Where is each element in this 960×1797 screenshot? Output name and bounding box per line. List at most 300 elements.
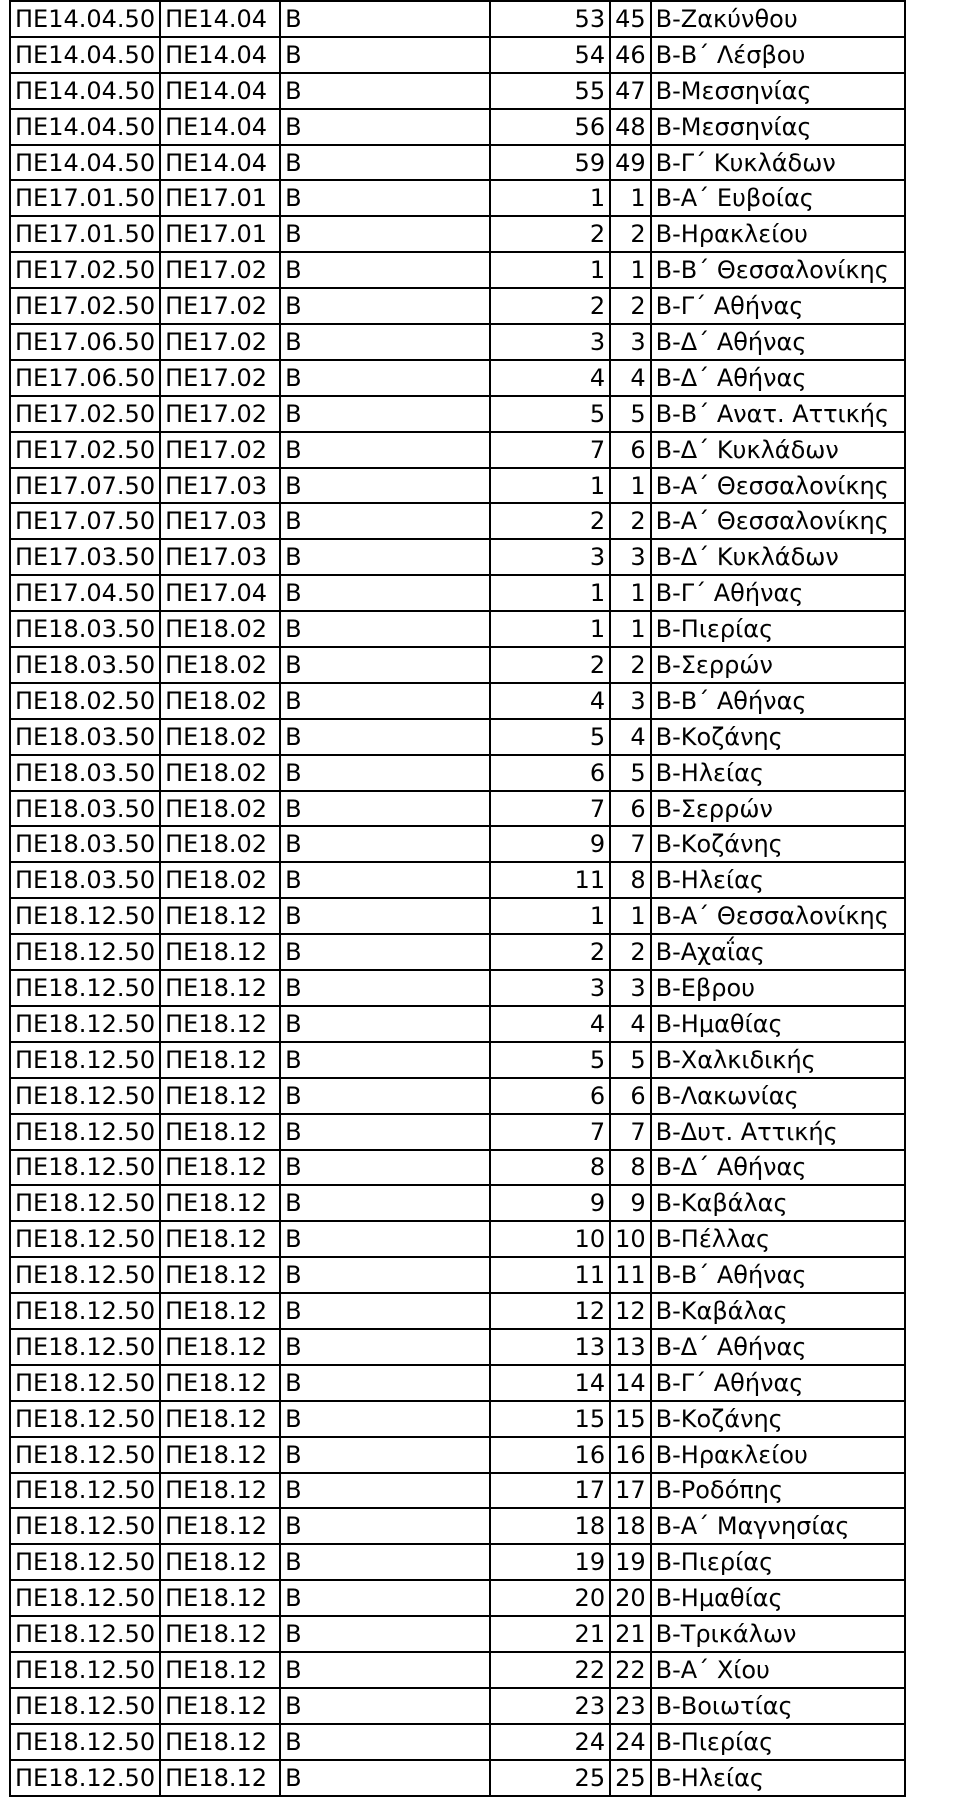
rank-cell: 59 <box>490 145 610 181</box>
school-cell: Β-Ηρακλείου <box>651 216 905 252</box>
specialty-code-cell: ΠΕ18.12.50 <box>10 1437 160 1473</box>
category-cell: Β <box>280 719 490 755</box>
position-cell: 1 <box>610 252 651 288</box>
group-code-cell: ΠΕ17.01 <box>160 216 280 252</box>
group-code-cell: ΠΕ17.03 <box>160 539 280 575</box>
specialty-code-cell: ΠΕ18.12.50 <box>10 1221 160 1257</box>
category-cell: Β <box>280 1185 490 1221</box>
group-code-cell: ΠΕ18.12 <box>160 1401 280 1437</box>
rank-cell: 2 <box>490 934 610 970</box>
position-cell: 5 <box>610 396 651 432</box>
group-code-cell: ΠΕ18.12 <box>160 1006 280 1042</box>
school-cell: Β-Ζακύνθου <box>651 1 905 37</box>
specialty-code-cell: ΠΕ18.12.50 <box>10 1688 160 1724</box>
rank-cell: 9 <box>490 826 610 862</box>
table-row <box>10 1150 905 1186</box>
category-cell: Β <box>280 360 490 396</box>
table-row <box>10 1616 905 1652</box>
category-cell: Β <box>280 970 490 1006</box>
specialty-code-cell: ΠΕ18.12.50 <box>10 1616 160 1652</box>
table-row <box>10 1006 905 1042</box>
category-cell: Β <box>280 109 490 145</box>
specialty-code-cell: ΠΕ18.12.50 <box>10 898 160 934</box>
table-row <box>10 1652 905 1688</box>
table-row <box>10 1042 905 1078</box>
category-cell: Β <box>280 252 490 288</box>
specialty-code-cell: ΠΕ17.06.50 <box>10 360 160 396</box>
group-code-cell: ΠΕ18.12 <box>160 1293 280 1329</box>
specialty-code-cell: ΠΕ14.04.50 <box>10 145 160 181</box>
specialty-code-cell: ΠΕ18.12.50 <box>10 934 160 970</box>
rank-cell: 21 <box>490 1616 610 1652</box>
group-code-cell: ΠΕ18.12 <box>160 1042 280 1078</box>
school-cell: Β-Πιερίας <box>651 1724 905 1760</box>
table-body <box>10 1 905 1796</box>
table-row <box>10 970 905 1006</box>
category-cell: Β <box>280 1401 490 1437</box>
group-code-cell: ΠΕ18.12 <box>160 1185 280 1221</box>
group-code-cell: ΠΕ18.12 <box>160 934 280 970</box>
school-cell: Β-Α΄ Μαγνησίας <box>651 1508 905 1544</box>
position-cell: 5 <box>610 755 651 791</box>
specialty-code-cell: ΠΕ17.04.50 <box>10 575 160 611</box>
school-cell: Β-Εβρου <box>651 970 905 1006</box>
group-code-cell: ΠΕ14.04 <box>160 73 280 109</box>
school-cell: Β-Κοζάνης <box>651 826 905 862</box>
category-cell: Β <box>280 1042 490 1078</box>
school-cell: Β-Γ΄ Αθήνας <box>651 1365 905 1401</box>
school-cell: Β-Δ΄ Αθήνας <box>651 360 905 396</box>
category-cell: Β <box>280 1365 490 1401</box>
specialty-code-cell: ΠΕ18.12.50 <box>10 1365 160 1401</box>
rank-cell: 9 <box>490 1185 610 1221</box>
specialty-code-cell: ΠΕ18.12.50 <box>10 1724 160 1760</box>
group-code-cell: ΠΕ18.12 <box>160 1221 280 1257</box>
category-cell: Β <box>280 1257 490 1293</box>
rank-cell: 5 <box>490 396 610 432</box>
group-code-cell: ΠΕ18.02 <box>160 611 280 647</box>
group-code-cell: ΠΕ18.12 <box>160 1150 280 1186</box>
group-code-cell: ΠΕ18.12 <box>160 1760 280 1796</box>
table-row <box>10 1580 905 1616</box>
position-cell: 6 <box>610 432 651 468</box>
specialty-code-cell: ΠΕ18.12.50 <box>10 1544 160 1580</box>
position-cell: 4 <box>610 360 651 396</box>
school-cell: Β-Αχαΐας <box>651 934 905 970</box>
school-cell: Β-Α΄ Χίου <box>651 1652 905 1688</box>
table-row <box>10 1473 905 1509</box>
group-code-cell: ΠΕ14.04 <box>160 37 280 73</box>
table-row <box>10 575 905 611</box>
position-cell: 14 <box>610 1365 651 1401</box>
position-cell: 2 <box>610 288 651 324</box>
position-cell: 2 <box>610 216 651 252</box>
rank-cell: 11 <box>490 1257 610 1293</box>
specialty-code-cell: ΠΕ17.01.50 <box>10 180 160 216</box>
position-cell: 24 <box>610 1724 651 1760</box>
group-code-cell: ΠΕ18.12 <box>160 1616 280 1652</box>
position-cell: 47 <box>610 73 651 109</box>
specialty-code-cell: ΠΕ18.12.50 <box>10 1042 160 1078</box>
specialty-code-cell: ΠΕ18.03.50 <box>10 862 160 898</box>
specialty-code-cell: ΠΕ18.03.50 <box>10 755 160 791</box>
category-cell: Β <box>280 288 490 324</box>
category-cell: Β <box>280 1221 490 1257</box>
school-cell: Β-Β΄ Αθήνας <box>651 683 905 719</box>
group-code-cell: ΠΕ18.12 <box>160 1078 280 1114</box>
group-code-cell: ΠΕ17.03 <box>160 503 280 539</box>
group-code-cell: ΠΕ18.02 <box>160 719 280 755</box>
rank-cell: 7 <box>490 791 610 827</box>
rank-cell: 2 <box>490 503 610 539</box>
table-row <box>10 1437 905 1473</box>
rank-cell: 54 <box>490 37 610 73</box>
table-row <box>10 216 905 252</box>
category-cell: Β <box>280 575 490 611</box>
category-cell: Β <box>280 647 490 683</box>
category-cell: Β <box>280 611 490 647</box>
rank-cell: 3 <box>490 970 610 1006</box>
category-cell: Β <box>280 216 490 252</box>
table-row <box>10 826 905 862</box>
table-row <box>10 360 905 396</box>
rank-cell: 3 <box>490 539 610 575</box>
school-cell: Β-Γ΄ Κυκλάδων <box>651 145 905 181</box>
group-code-cell: ΠΕ17.02 <box>160 432 280 468</box>
specialty-code-cell: ΠΕ14.04.50 <box>10 1 160 37</box>
group-code-cell: ΠΕ17.02 <box>160 252 280 288</box>
table-row <box>10 1293 905 1329</box>
position-cell: 49 <box>610 145 651 181</box>
table-row <box>10 791 905 827</box>
category-cell: Β <box>280 145 490 181</box>
table-row <box>10 719 905 755</box>
school-cell: Β-Ημαθίας <box>651 1006 905 1042</box>
category-cell: Β <box>280 1293 490 1329</box>
group-code-cell: ΠΕ18.02 <box>160 683 280 719</box>
specialty-code-cell: ΠΕ14.04.50 <box>10 73 160 109</box>
school-cell: Β-Κοζάνης <box>651 1401 905 1437</box>
position-cell: 3 <box>610 324 651 360</box>
category-cell: Β <box>280 1329 490 1365</box>
school-cell: Β-Βοιωτίας <box>651 1688 905 1724</box>
rank-cell: 7 <box>490 432 610 468</box>
table-row <box>10 1221 905 1257</box>
rank-cell: 1 <box>490 180 610 216</box>
group-code-cell: ΠΕ18.02 <box>160 862 280 898</box>
school-cell: Β-Α΄ Ευβοίας <box>651 180 905 216</box>
table-row <box>10 1257 905 1293</box>
specialty-code-cell: ΠΕ18.12.50 <box>10 1078 160 1114</box>
group-code-cell: ΠΕ14.04 <box>160 1 280 37</box>
school-cell: Β-Πιερίας <box>651 611 905 647</box>
rank-cell: 12 <box>490 1293 610 1329</box>
school-cell: Β-Ημαθίας <box>651 1580 905 1616</box>
specialty-code-cell: ΠΕ18.12.50 <box>10 1652 160 1688</box>
rank-cell: 22 <box>490 1652 610 1688</box>
group-code-cell: ΠΕ18.12 <box>160 1365 280 1401</box>
position-cell: 2 <box>610 934 651 970</box>
specialty-code-cell: ΠΕ18.03.50 <box>10 826 160 862</box>
position-cell: 5 <box>610 1042 651 1078</box>
rank-cell: 6 <box>490 755 610 791</box>
table-row <box>10 468 905 504</box>
position-cell: 6 <box>610 1078 651 1114</box>
group-code-cell: ΠΕ18.12 <box>160 1114 280 1150</box>
specialty-code-cell: ΠΕ17.02.50 <box>10 396 160 432</box>
group-code-cell: ΠΕ18.12 <box>160 898 280 934</box>
position-cell: 8 <box>610 1150 651 1186</box>
group-code-cell: ΠΕ14.04 <box>160 145 280 181</box>
category-cell: Β <box>280 37 490 73</box>
category-cell: Β <box>280 1580 490 1616</box>
table-row <box>10 1329 905 1365</box>
group-code-cell: ΠΕ18.12 <box>160 1688 280 1724</box>
school-cell: Β-Δ΄ Κυκλάδων <box>651 432 905 468</box>
school-cell: Β-Καβάλας <box>651 1293 905 1329</box>
table-row <box>10 647 905 683</box>
rank-cell: 5 <box>490 719 610 755</box>
specialty-code-cell: ΠΕ17.02.50 <box>10 288 160 324</box>
category-cell: Β <box>280 683 490 719</box>
group-code-cell: ΠΕ17.02 <box>160 360 280 396</box>
specialty-code-cell: ΠΕ18.12.50 <box>10 1006 160 1042</box>
group-code-cell: ΠΕ18.12 <box>160 1544 280 1580</box>
category-cell: Β <box>280 1508 490 1544</box>
position-cell: 1 <box>610 575 651 611</box>
specialty-code-cell: ΠΕ17.07.50 <box>10 468 160 504</box>
position-cell: 1 <box>610 611 651 647</box>
rank-cell: 2 <box>490 216 610 252</box>
group-code-cell: ΠΕ18.12 <box>160 1329 280 1365</box>
category-cell: Β <box>280 539 490 575</box>
document-sheet <box>9 0 906 1797</box>
school-cell: Β-Α΄ Θεσσαλονίκης <box>651 503 905 539</box>
table-row <box>10 432 905 468</box>
rank-cell: 10 <box>490 1221 610 1257</box>
specialty-code-cell: ΠΕ18.12.50 <box>10 1580 160 1616</box>
school-cell: Β-Γ΄ Αθήνας <box>651 288 905 324</box>
specialty-code-cell: ΠΕ18.12.50 <box>10 970 160 1006</box>
specialty-code-cell: ΠΕ17.07.50 <box>10 503 160 539</box>
table-row <box>10 755 905 791</box>
table-row <box>10 1 905 37</box>
table-row <box>10 1760 905 1796</box>
position-cell: 7 <box>610 1114 651 1150</box>
position-cell: 16 <box>610 1437 651 1473</box>
rank-cell: 1 <box>490 468 610 504</box>
school-cell: Β-Β΄ Ανατ. Αττικής <box>651 396 905 432</box>
category-cell: Β <box>280 432 490 468</box>
position-cell: 9 <box>610 1185 651 1221</box>
position-cell: 21 <box>610 1616 651 1652</box>
position-cell: 4 <box>610 1006 651 1042</box>
school-cell: Β-Πιερίας <box>651 1544 905 1580</box>
specialty-code-cell: ΠΕ18.03.50 <box>10 611 160 647</box>
position-cell: 19 <box>610 1544 651 1580</box>
category-cell: Β <box>280 1616 490 1652</box>
specialty-code-cell: ΠΕ18.12.50 <box>10 1257 160 1293</box>
table-row <box>10 539 905 575</box>
position-cell: 15 <box>610 1401 651 1437</box>
rank-cell: 1 <box>490 252 610 288</box>
rank-cell: 23 <box>490 1688 610 1724</box>
category-cell: Β <box>280 898 490 934</box>
table-row <box>10 1724 905 1760</box>
school-cell: Β-Α΄ Θεσσαλονίκης <box>651 898 905 934</box>
rank-cell: 20 <box>490 1580 610 1616</box>
position-cell: 25 <box>610 1760 651 1796</box>
position-cell: 18 <box>610 1508 651 1544</box>
school-cell: Β-Σερρών <box>651 791 905 827</box>
rank-cell: 55 <box>490 73 610 109</box>
rank-cell: 2 <box>490 288 610 324</box>
table-row <box>10 1688 905 1724</box>
rank-cell: 1 <box>490 611 610 647</box>
table-row <box>10 1508 905 1544</box>
category-cell: Β <box>280 1 490 37</box>
position-cell: 1 <box>610 468 651 504</box>
position-cell: 3 <box>610 683 651 719</box>
specialty-code-cell: ΠΕ18.03.50 <box>10 719 160 755</box>
category-cell: Β <box>280 1652 490 1688</box>
school-cell: Β-Β΄ Λέσβου <box>651 37 905 73</box>
rank-cell: 4 <box>490 683 610 719</box>
category-cell: Β <box>280 1114 490 1150</box>
group-code-cell: ΠΕ18.02 <box>160 647 280 683</box>
position-cell: 7 <box>610 826 651 862</box>
group-code-cell: ΠΕ18.02 <box>160 826 280 862</box>
position-cell: 17 <box>610 1473 651 1509</box>
table-row <box>10 73 905 109</box>
position-cell: 20 <box>610 1580 651 1616</box>
specialty-code-cell: ΠΕ18.03.50 <box>10 791 160 827</box>
school-cell: Β-Τρικάλων <box>651 1616 905 1652</box>
specialty-code-cell: ΠΕ17.02.50 <box>10 252 160 288</box>
table-row <box>10 934 905 970</box>
position-cell: 2 <box>610 647 651 683</box>
position-cell: 11 <box>610 1257 651 1293</box>
school-cell: Β-Ηλείας <box>651 755 905 791</box>
position-cell: 1 <box>610 180 651 216</box>
category-cell: Β <box>280 1150 490 1186</box>
group-code-cell: ΠΕ17.02 <box>160 396 280 432</box>
school-cell: Β-Δ΄ Αθήνας <box>651 1329 905 1365</box>
table-row <box>10 1401 905 1437</box>
specialty-code-cell: ΠΕ14.04.50 <box>10 37 160 73</box>
rank-cell: 53 <box>490 1 610 37</box>
school-cell: Β-Δ΄ Αθήνας <box>651 324 905 360</box>
school-cell: Β-Ηρακλείου <box>651 1437 905 1473</box>
school-cell: Β-Πέλλας <box>651 1221 905 1257</box>
table-row <box>10 1365 905 1401</box>
group-code-cell: ΠΕ18.12 <box>160 1473 280 1509</box>
category-cell: Β <box>280 862 490 898</box>
rank-cell: 4 <box>490 1006 610 1042</box>
table-row <box>10 109 905 145</box>
group-code-cell: ΠΕ14.04 <box>160 109 280 145</box>
category-cell: Β <box>280 180 490 216</box>
rank-cell: 8 <box>490 1150 610 1186</box>
position-cell: 1 <box>610 898 651 934</box>
table-row <box>10 683 905 719</box>
table-row <box>10 862 905 898</box>
position-cell: 10 <box>610 1221 651 1257</box>
school-cell: Β-Β΄ Θεσσαλονίκης <box>651 252 905 288</box>
rank-cell: 6 <box>490 1078 610 1114</box>
specialty-code-cell: ΠΕ17.01.50 <box>10 216 160 252</box>
category-cell: Β <box>280 755 490 791</box>
school-cell: Β-Δυτ. Αττικής <box>651 1114 905 1150</box>
rank-cell: 7 <box>490 1114 610 1150</box>
table-row <box>10 1185 905 1221</box>
specialty-code-cell: ΠΕ18.12.50 <box>10 1508 160 1544</box>
school-cell: Β-Μεσσηνίας <box>651 109 905 145</box>
group-code-cell: ΠΕ18.12 <box>160 1724 280 1760</box>
school-cell: Β-Μεσσηνίας <box>651 73 905 109</box>
table-row <box>10 503 905 539</box>
group-code-cell: ΠΕ18.02 <box>160 755 280 791</box>
group-code-cell: ΠΕ18.12 <box>160 970 280 1006</box>
table-row <box>10 145 905 181</box>
specialty-code-cell: ΠΕ18.03.50 <box>10 647 160 683</box>
school-cell: Β-Α΄ Θεσσαλονίκης <box>651 468 905 504</box>
position-cell: 2 <box>610 503 651 539</box>
table-row <box>10 898 905 934</box>
group-code-cell: ΠΕ18.12 <box>160 1437 280 1473</box>
school-cell: Β-Γ΄ Αθήνας <box>651 575 905 611</box>
rank-cell: 25 <box>490 1760 610 1796</box>
category-cell: Β <box>280 396 490 432</box>
group-code-cell: ΠΕ17.01 <box>160 180 280 216</box>
group-code-cell: ΠΕ17.02 <box>160 288 280 324</box>
rank-cell: 15 <box>490 1401 610 1437</box>
specialty-code-cell: ΠΕ17.06.50 <box>10 324 160 360</box>
rank-cell: 11 <box>490 862 610 898</box>
table-row <box>10 611 905 647</box>
table-row <box>10 1078 905 1114</box>
rank-cell: 24 <box>490 1724 610 1760</box>
specialty-code-cell: ΠΕ18.12.50 <box>10 1473 160 1509</box>
category-cell: Β <box>280 1760 490 1796</box>
table-row <box>10 288 905 324</box>
group-code-cell: ΠΕ18.12 <box>160 1652 280 1688</box>
position-cell: 23 <box>610 1688 651 1724</box>
position-cell: 6 <box>610 791 651 827</box>
position-cell: 45 <box>610 1 651 37</box>
category-cell: Β <box>280 826 490 862</box>
category-cell: Β <box>280 1078 490 1114</box>
specialty-code-cell: ΠΕ18.12.50 <box>10 1401 160 1437</box>
position-cell: 48 <box>610 109 651 145</box>
table-row <box>10 324 905 360</box>
rank-cell: 1 <box>490 575 610 611</box>
category-cell: Β <box>280 73 490 109</box>
specialty-code-cell: ΠΕ17.02.50 <box>10 432 160 468</box>
school-cell: Β-Σερρών <box>651 647 905 683</box>
school-cell: Β-Δ΄ Αθήνας <box>651 1150 905 1186</box>
school-cell: Β-Β΄ Αθήνας <box>651 1257 905 1293</box>
rank-cell: 5 <box>490 1042 610 1078</box>
school-cell: Β-Δ΄ Κυκλάδων <box>651 539 905 575</box>
rank-cell: 16 <box>490 1437 610 1473</box>
position-cell: 4 <box>610 719 651 755</box>
specialty-code-cell: ΠΕ18.12.50 <box>10 1329 160 1365</box>
table-row <box>10 1544 905 1580</box>
group-code-cell: ΠΕ17.04 <box>160 575 280 611</box>
specialty-code-cell: ΠΕ18.12.50 <box>10 1760 160 1796</box>
specialty-code-cell: ΠΕ18.12.50 <box>10 1150 160 1186</box>
